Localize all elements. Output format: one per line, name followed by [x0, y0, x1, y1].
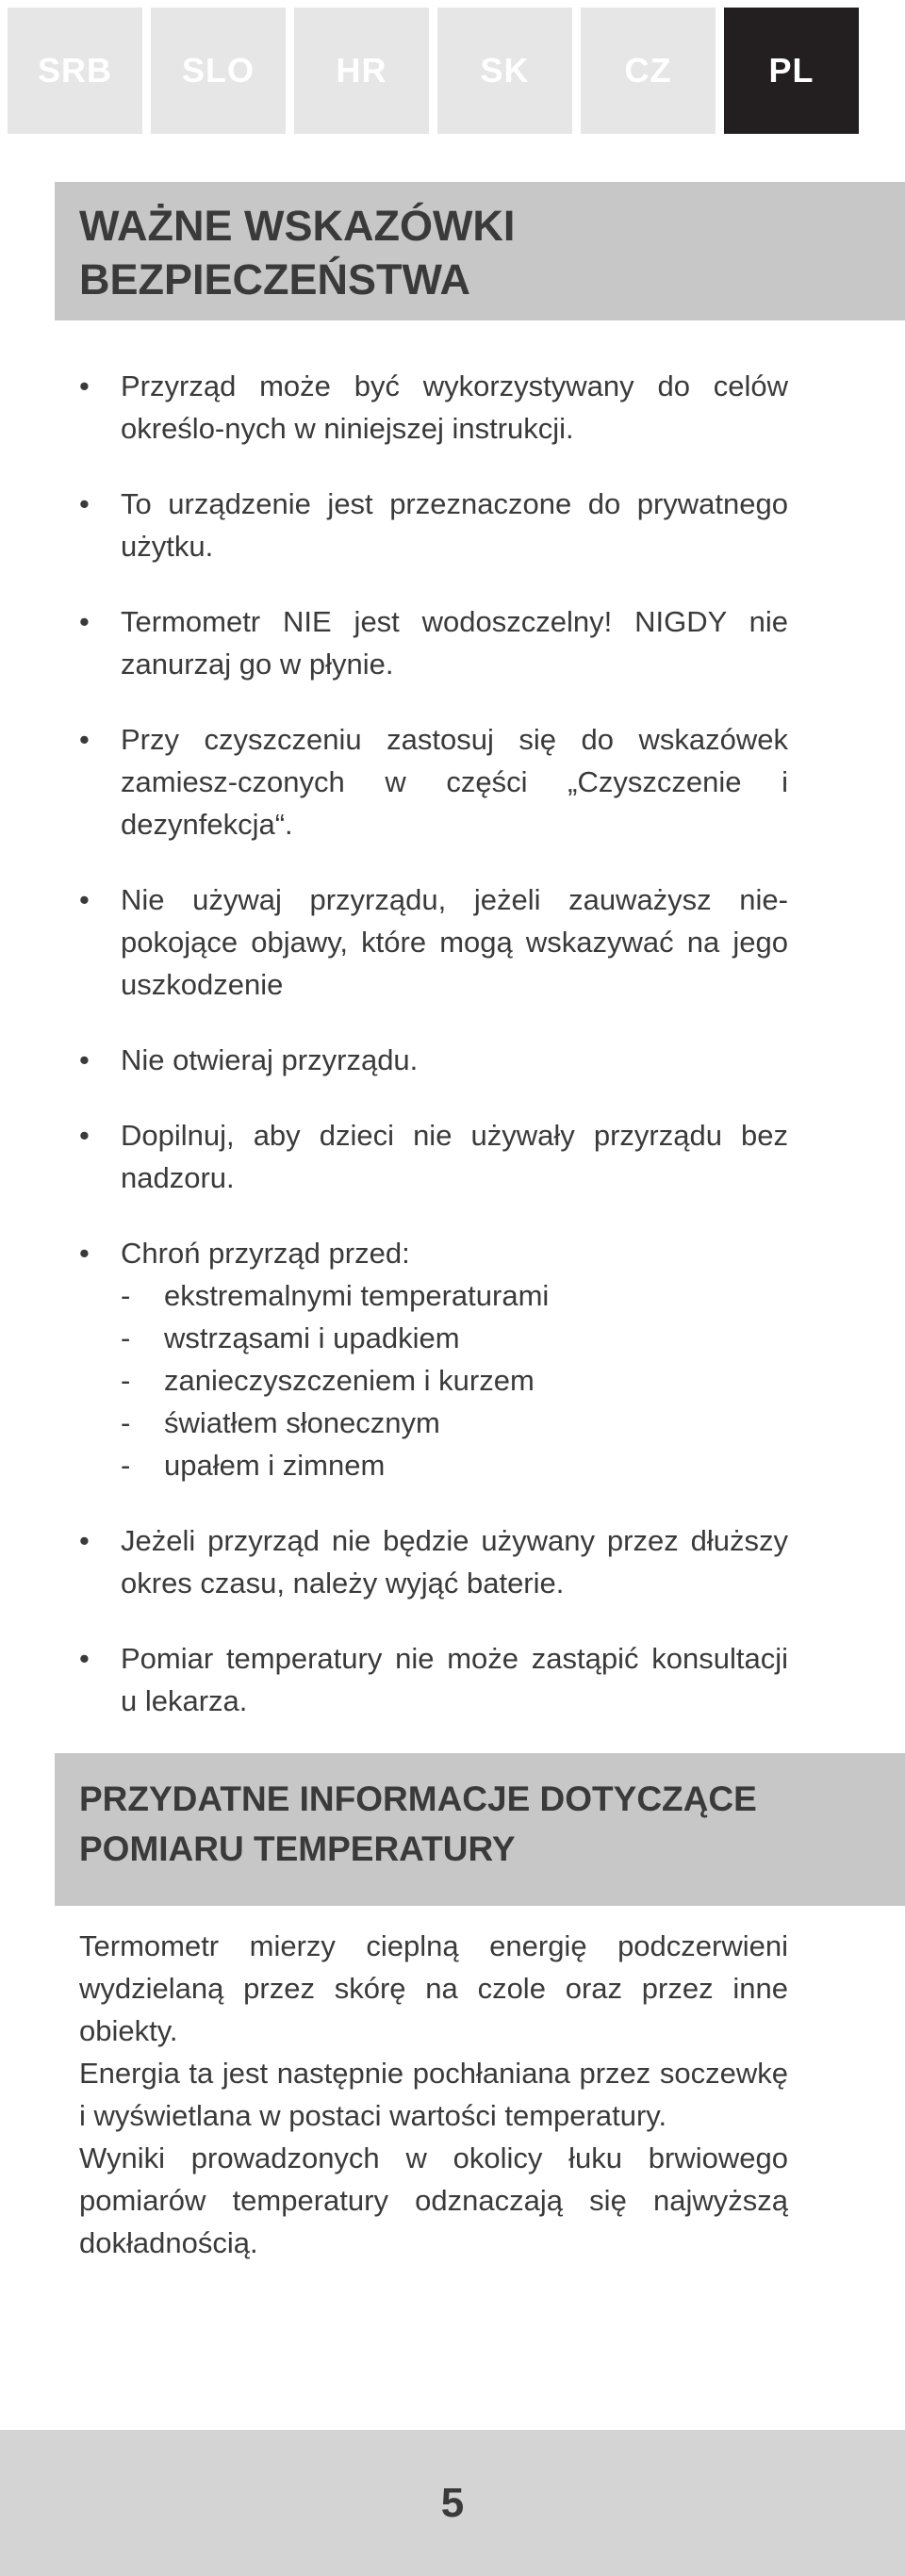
info-section-header: [55, 1753, 905, 1906]
info-paragraph: Energia ta jest następnie pochłaniana przez soczewkę i wyświetlana w postaci wartości temperatury.: [79, 2057, 788, 2132]
safety-title-line1: WAŻNE WSKAZÓWKI: [79, 202, 516, 250]
tab-pl[interactable]: PL: [724, 8, 859, 134]
safety-item: • Jeżeli przyrząd nie będzie używany przez dłuższy okres czasu, należy wyjąć baterie.: [79, 1519, 788, 1604]
safety-item: • Dopilnuj, aby dzieci nie używały przyrządu bez nadzoru.: [79, 1114, 788, 1199]
protect-intro: Chroń przyrząd przed:: [121, 1237, 410, 1270]
safety-title-line2: BEZPIECZEŃSTWA: [79, 255, 471, 304]
info-paragraph: Termometr mierzy cieplną energię podczerwieni wydzielaną przez skórę na czole oraz przez inne obiekty.: [79, 1929, 788, 2047]
info-title-line2: POMIARU TEMPERATURY: [79, 1829, 516, 1868]
safety-item: • Nie otwieraj przyrządu.: [79, 1039, 788, 1081]
safety-item: • Termometr NIE jest wodoszczelny! NIGDY nie zanurzaj go w płynie.: [79, 600, 788, 685]
safety-item: • Pomiar temperatury nie może zastąpić konsultacji u lekarza.: [79, 1637, 788, 1722]
protect-subitem: - zanieczyszczeniem i kurzem: [121, 1359, 788, 1402]
protect-subitem: - światłem słonecznym: [121, 1402, 788, 1444]
safety-title: [55, 199, 905, 306]
tab-slo[interactable]: SLO: [151, 8, 286, 134]
safety-item: • To urządzenie jest przeznaczone do prywatnego użytku.: [79, 483, 788, 567]
info-title: [55, 1774, 905, 1874]
tab-cz[interactable]: CZ: [581, 8, 716, 134]
protect-sublist: [121, 1274, 788, 1486]
tab-hr[interactable]: HR: [294, 8, 429, 134]
protect-subitem: - wstrząsami i upadkiem: [121, 1317, 788, 1359]
safety-list: [79, 365, 788, 1755]
info-body: [79, 1925, 788, 2264]
info-title-line1: PRZYDATNE INFORMACJE DOTYCZĄCE: [79, 1780, 757, 1818]
info-paragraph: Wyniki prowadzonych w okolicy łuku brwiowego pomiarów temperatury odznaczają się najwyższą dokładnością.: [79, 2141, 788, 2259]
safety-item-protect: [79, 1232, 788, 1486]
page-footer: [0, 2430, 905, 2576]
safety-item: • Przy czyszczeniu zastosuj się do wskazówek zamiesz-czonych w części „Czyszczenie i dezynfekcja“.: [79, 718, 788, 845]
safety-item: • Nie używaj przyrządu, jeżeli zauważysz niepokojące objawy, które mogą wskazywać na jego uszkodzenie: [79, 878, 788, 1006]
protect-subitem: - upałem i zimnem: [121, 1444, 788, 1486]
safety-section-header: [55, 182, 905, 320]
tab-sk[interactable]: SK: [437, 8, 572, 134]
language-tabs: [8, 8, 905, 134]
protect-subitem: - ekstremalnymi temperaturami: [121, 1274, 788, 1317]
safety-item: • Przyrząd może być wykorzystywany do celów określo-nych w niniejszej instrukcji.: [79, 365, 788, 450]
page-number: 5: [440, 2479, 465, 2526]
tab-srb[interactable]: SRB: [8, 8, 142, 134]
